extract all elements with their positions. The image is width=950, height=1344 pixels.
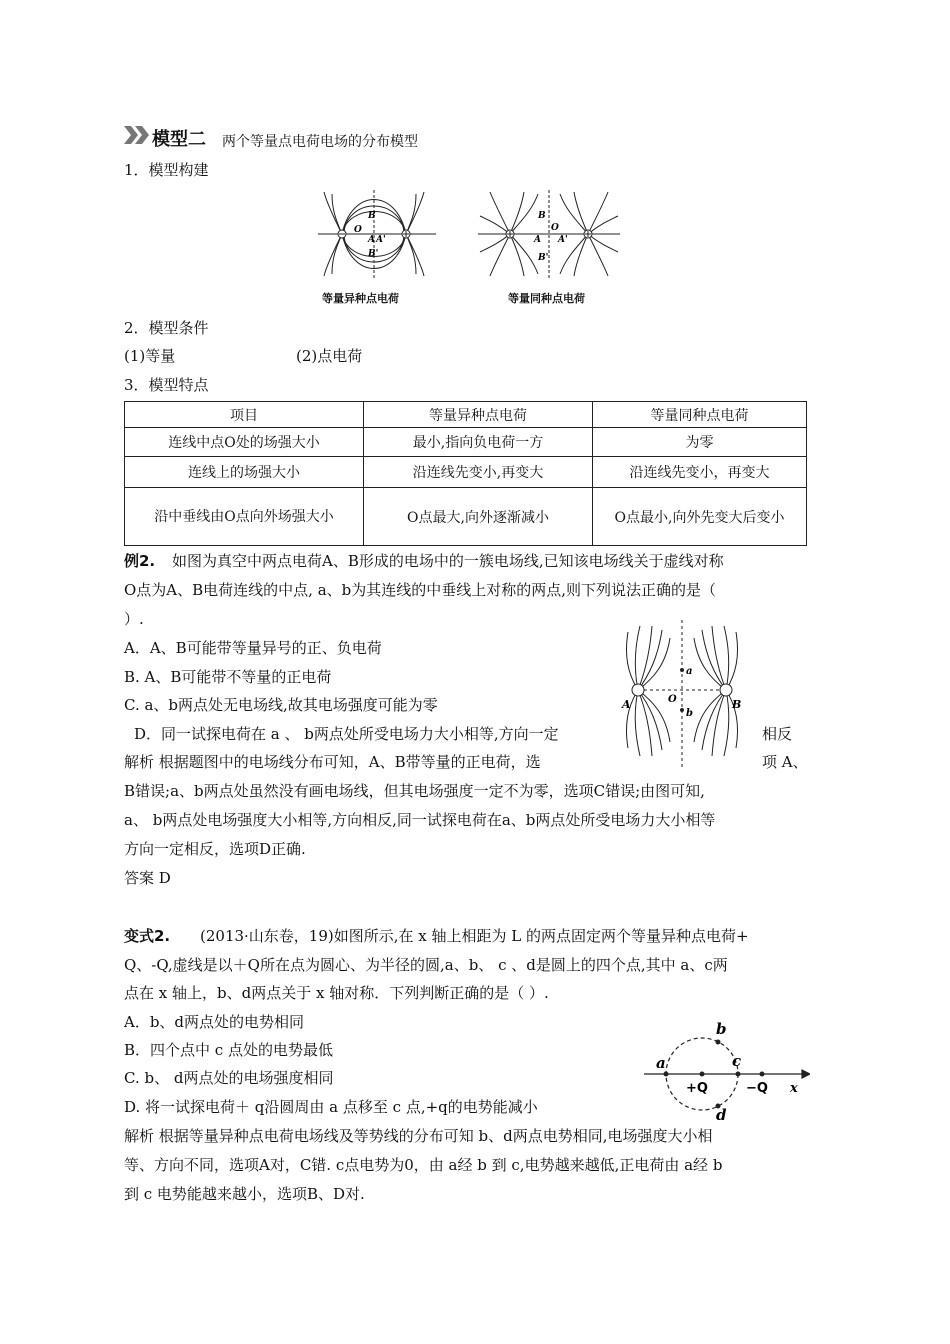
svg-text:A: A xyxy=(368,235,375,245)
unlike-charges-field-diagram xyxy=(318,190,436,278)
heading-model-conditions: 2．模型条件 xyxy=(124,319,209,337)
svg-text:A: A xyxy=(534,235,541,245)
table-header-cell: 等量同种点电荷 xyxy=(593,402,807,428)
variant-2-analysis-line-3: 到 c 电势能越来越小，选项B、D对. xyxy=(124,1185,365,1203)
variant-2-label: 变式2. xyxy=(124,927,171,945)
svg-text:B: B xyxy=(538,211,546,221)
example-2-analysis-line-3: a、 b两点处电场强度大小相等,方向相反,同一试探电荷在a、b两点处所受电场力大小相等 xyxy=(124,811,716,829)
table-cell: 连线上的场强大小 xyxy=(125,457,364,488)
fig-label-a: a xyxy=(656,1054,666,1072)
like-charges-field-diagram xyxy=(478,190,620,278)
fig-label-d: d xyxy=(716,1106,727,1120)
example-2-option-b: B. A、B可能带不等量的正电荷 xyxy=(124,668,332,686)
section-label: 模型二 xyxy=(152,129,206,150)
table-cell: O点最小,向外先变大后变小 xyxy=(593,488,807,546)
example-2-answer: 答案 D xyxy=(124,869,171,887)
example-2-analysis-line-4: 方向一定相反，选项D正确. xyxy=(124,840,306,858)
fig-label-b: b xyxy=(686,708,693,719)
condition-item-1: (1)等量 xyxy=(124,347,176,365)
variant-2-analysis-line-2: 等、方向不同，选项A对，C错. c点电势为0，由 a经 b 到 c,电势越来越低,正电荷由 a经 b xyxy=(124,1156,723,1174)
variant-2-option-b: B．四个点中 c 点处的电势最低 xyxy=(124,1041,333,1059)
example-2-option-d-end: 相反 xyxy=(762,725,793,743)
svg-text:A': A' xyxy=(376,235,386,245)
fig-label-b: b xyxy=(716,1020,727,1038)
variant-2-question-line-3: 点在 x 轴上，b、d两点关于 x 轴对称．下列判断正确的是（ ）. xyxy=(124,984,549,1002)
table-cell: 最小,指向负电荷一方 xyxy=(364,428,593,457)
svg-text:B: B xyxy=(368,211,376,221)
example-2-analysis-line-2: B错误;a、b两点处虽然没有画电场线，但其电场强度一定不为零，选项C错误;由图可知, xyxy=(124,782,705,800)
table-cell: O点最大,向外逐渐减小 xyxy=(364,488,593,546)
svg-text:O: O xyxy=(551,223,559,233)
heading-model-features: 3．模型特点 xyxy=(124,376,209,394)
table-cell: 沿连线先变小，再变大 xyxy=(593,457,807,488)
variant-2-circle-diagram xyxy=(640,1020,810,1120)
variant-2-question-line-2: Q、-Q,虚线是以＋Q所在点为圆心、为半径的圆,a、b、 c 、d是圆上的四个点,其中 a、c两 xyxy=(124,956,728,974)
features-table xyxy=(124,401,807,546)
example-2-analysis-line-1: 解析 根据题图中的电场线分布可知，A、B带等量的正电荷，选 xyxy=(124,753,541,771)
example-2-question-line-1: 如图为真空中两点电荷A、B形成的电场中的一簇电场线,已知该电场线关于虚线对称 xyxy=(172,552,724,570)
variant-2-question-line-1: (2013·山东卷，19)如图所示,在 x 轴上相距为 L 的两点固定两个等量异种点电荷+ xyxy=(200,927,749,945)
svg-text:B': B' xyxy=(368,249,379,259)
example-2-question-line-3: ）. xyxy=(124,610,144,628)
table-header-cell: 等量异种点电荷 xyxy=(364,402,593,428)
heading-model-build: 1．模型构建 xyxy=(124,161,209,179)
condition-item-2: (2)点电荷 xyxy=(296,347,363,365)
table-header-cell: 项目 xyxy=(125,402,364,428)
unlike-charges-caption: 等量异种点电荷 xyxy=(322,292,399,305)
fig-label-x: x xyxy=(790,1081,798,1096)
table-cell: 连线中点O处的场强大小 xyxy=(125,428,364,457)
fig-label-O: O xyxy=(668,694,677,705)
variant-2-option-a: A．b、d两点处的电势相同 xyxy=(124,1013,305,1031)
fig-label-plus-q: +Q xyxy=(686,1081,708,1096)
example-2-option-a: A．A、B可能带等量异号的正、负电荷 xyxy=(124,639,382,657)
example-2-option-d: D．同一试探电荷在 a 、 b两点处所受电场力大小相等,方向一定 xyxy=(134,725,559,743)
variant-2-option-c: C. b、 d两点处的电场强度相同 xyxy=(124,1069,334,1087)
table-row xyxy=(125,428,807,457)
example-2-label: 例2. xyxy=(124,552,156,570)
svg-text:O: O xyxy=(354,225,362,235)
fig-label-a: a xyxy=(686,666,693,677)
table-cell: 为零 xyxy=(593,428,807,457)
fig-label-B: B xyxy=(732,698,742,711)
section-subtitle: 两个等量点电荷电场的分布模型 xyxy=(222,134,418,150)
fig-label-minus-q: −Q xyxy=(746,1081,768,1096)
double-chevron-icon xyxy=(124,124,150,146)
svg-text:A': A' xyxy=(558,235,568,245)
table-header-row xyxy=(125,402,807,428)
variant-2-option-d: D. 将一试探电荷＋ q沿圆周由 a 点移至 c 点,+q的电势能减小 xyxy=(124,1098,538,1116)
example-2-analysis-line-1-end: 项 A、 xyxy=(762,753,808,771)
fig-label-A: A xyxy=(622,698,631,711)
svg-text:B': B' xyxy=(538,253,549,263)
example-2-option-c: C. a、b两点处无电场线,故其电场强度可能为零 xyxy=(124,696,438,714)
table-cell: 沿连线先变小,再变大 xyxy=(364,457,593,488)
example-2-question-line-2: O点为A、B电荷连线的中点, a、b为其连线的中垂线上对称的两点,则下列说法正确的是（ xyxy=(124,581,717,599)
variant-2-analysis-line-1: 解析 根据等量异种点电荷电场线及等势线的分布可知 b、d两点电势相同,电场强度大小相 xyxy=(124,1127,713,1145)
table-row xyxy=(125,457,807,488)
table-cell: 沿中垂线由O点向外场强大小 xyxy=(125,488,364,546)
table-row xyxy=(125,488,807,546)
like-charges-caption: 等量同种点电荷 xyxy=(508,292,585,305)
fig-label-c: c xyxy=(732,1052,742,1070)
example-2-field-diagram xyxy=(620,620,750,768)
